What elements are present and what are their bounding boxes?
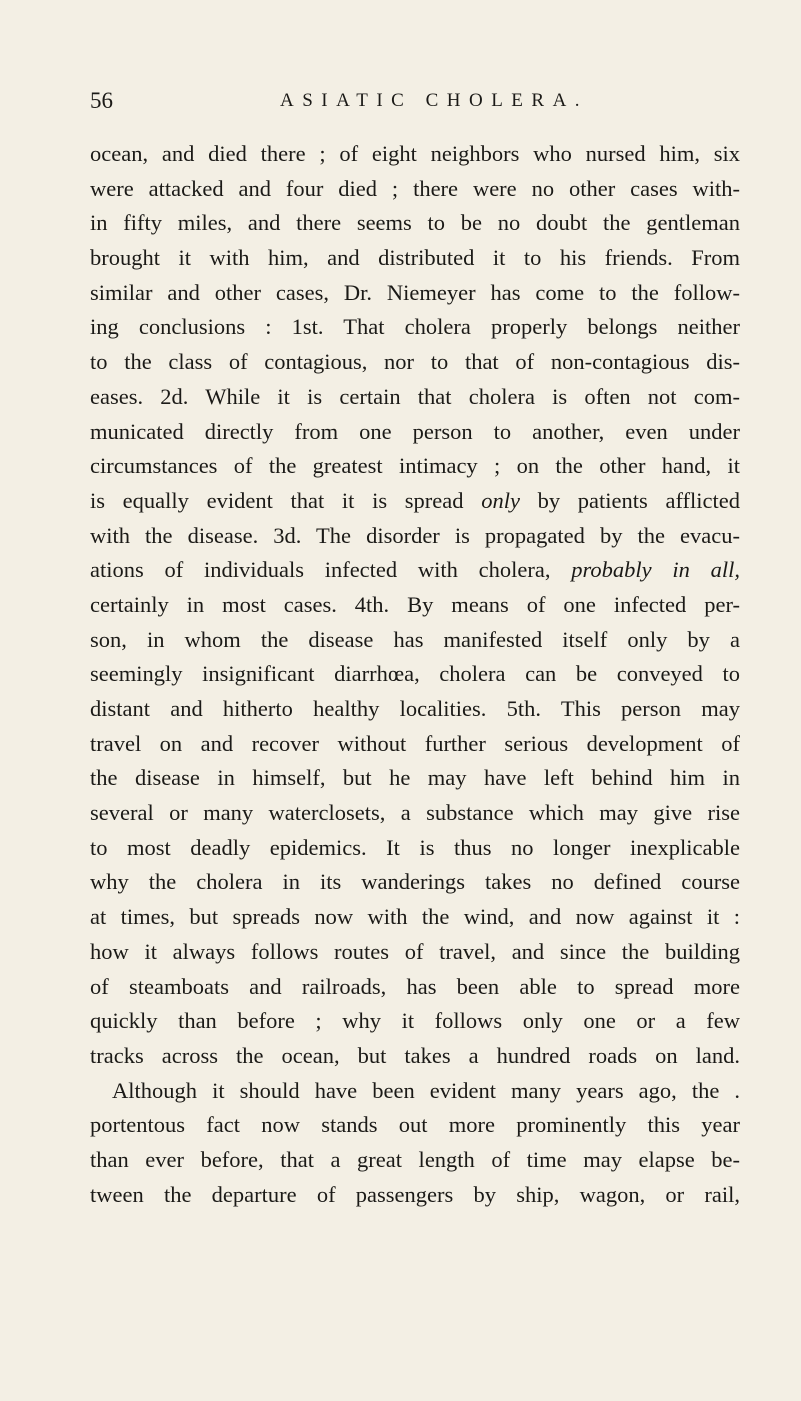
italic-text: probably in all, <box>571 557 740 583</box>
page-number: 56 <box>90 88 113 113</box>
text-line: the disease in himself, but he may have left behind him in <box>90 765 740 791</box>
text-segment: is equally evident that it is spread <box>90 487 482 513</box>
text-line: why the cholera in its wanderings takes no defined course <box>90 869 740 895</box>
text-line: quickly than before ; why it follows only one or a few <box>90 1008 740 1034</box>
running-head: ASIATIC CHOLERA. <box>280 90 589 111</box>
text-line: certainly in most cases. 4th. By means of one infected per- <box>90 591 740 617</box>
text-line: travel on and recover without further serious development of <box>90 730 740 756</box>
text-line: several or many waterclosets, a substance which may give rise <box>90 800 740 826</box>
text-line: were attacked and four died ; there were no other cases with- <box>90 175 740 201</box>
body-text <box>90 137 740 1212</box>
text-segment: with the disease. 3d. The disorder is propagated by the evacu- <box>90 522 740 548</box>
text-line: similar and other cases, Dr. Niemeyer has come to the follow- <box>90 279 740 305</box>
text-line: at times, but spreads now with the wind, and now against it : <box>90 904 740 930</box>
text-line: Although it should have been evident many years ago, the . <box>112 1077 740 1103</box>
text-line: than ever before, that a great length of time may elapse be- <box>90 1146 740 1172</box>
text-segment: ations of individuals infected with cholera, <box>90 557 572 583</box>
text-line: son, in whom the disease has manifested itself only by a <box>90 626 740 652</box>
text-line: of steamboats and railroads, has been able to spread more <box>90 973 740 999</box>
text-line: eases. 2d. While it is certain that cholera is often not com- <box>90 383 740 409</box>
page-header <box>90 86 740 116</box>
text-line: tween the departure of passengers by ship, wagon, or rail, <box>90 1181 740 1207</box>
text-line: in fifty miles, and there seems to be no doubt the gentleman <box>90 210 740 236</box>
text-segment: by patients afflicted <box>519 487 740 513</box>
text-line: how it always follows routes of travel, and since the building <box>90 938 740 964</box>
text-line: circumstances of the greatest intimacy ; on the other hand, it <box>90 453 740 479</box>
text-line <box>90 484 740 519</box>
text-line: municated directly from one person to another, even under <box>90 418 740 444</box>
text-line: to the class of contagious, nor to that of non-contagious dis- <box>90 349 740 375</box>
text-line: ing conclusions : 1st. That cholera properly belongs neither <box>90 314 740 340</box>
text-line: distant and hitherto healthy localities. 5th. This person may <box>90 696 740 721</box>
text-line: seemingly insignificant diarrhœa, cholera can be conveyed to <box>90 661 740 687</box>
italic-text: only <box>481 487 520 513</box>
text-line: portentous fact now stands out more prominently this year <box>90 1112 740 1138</box>
text-line: to most deadly epidemics. It is thus no longer inexplicable <box>90 834 740 860</box>
text-line: tracks across the ocean, but takes a hundred roads on land. <box>90 1042 740 1068</box>
text-line <box>90 553 740 588</box>
text-line: brought it with him, and distributed it to his friends. From <box>90 245 740 271</box>
text-line: ocean, and died there ; of eight neighbors who nursed him, six <box>90 141 740 166</box>
text-line <box>90 519 740 554</box>
